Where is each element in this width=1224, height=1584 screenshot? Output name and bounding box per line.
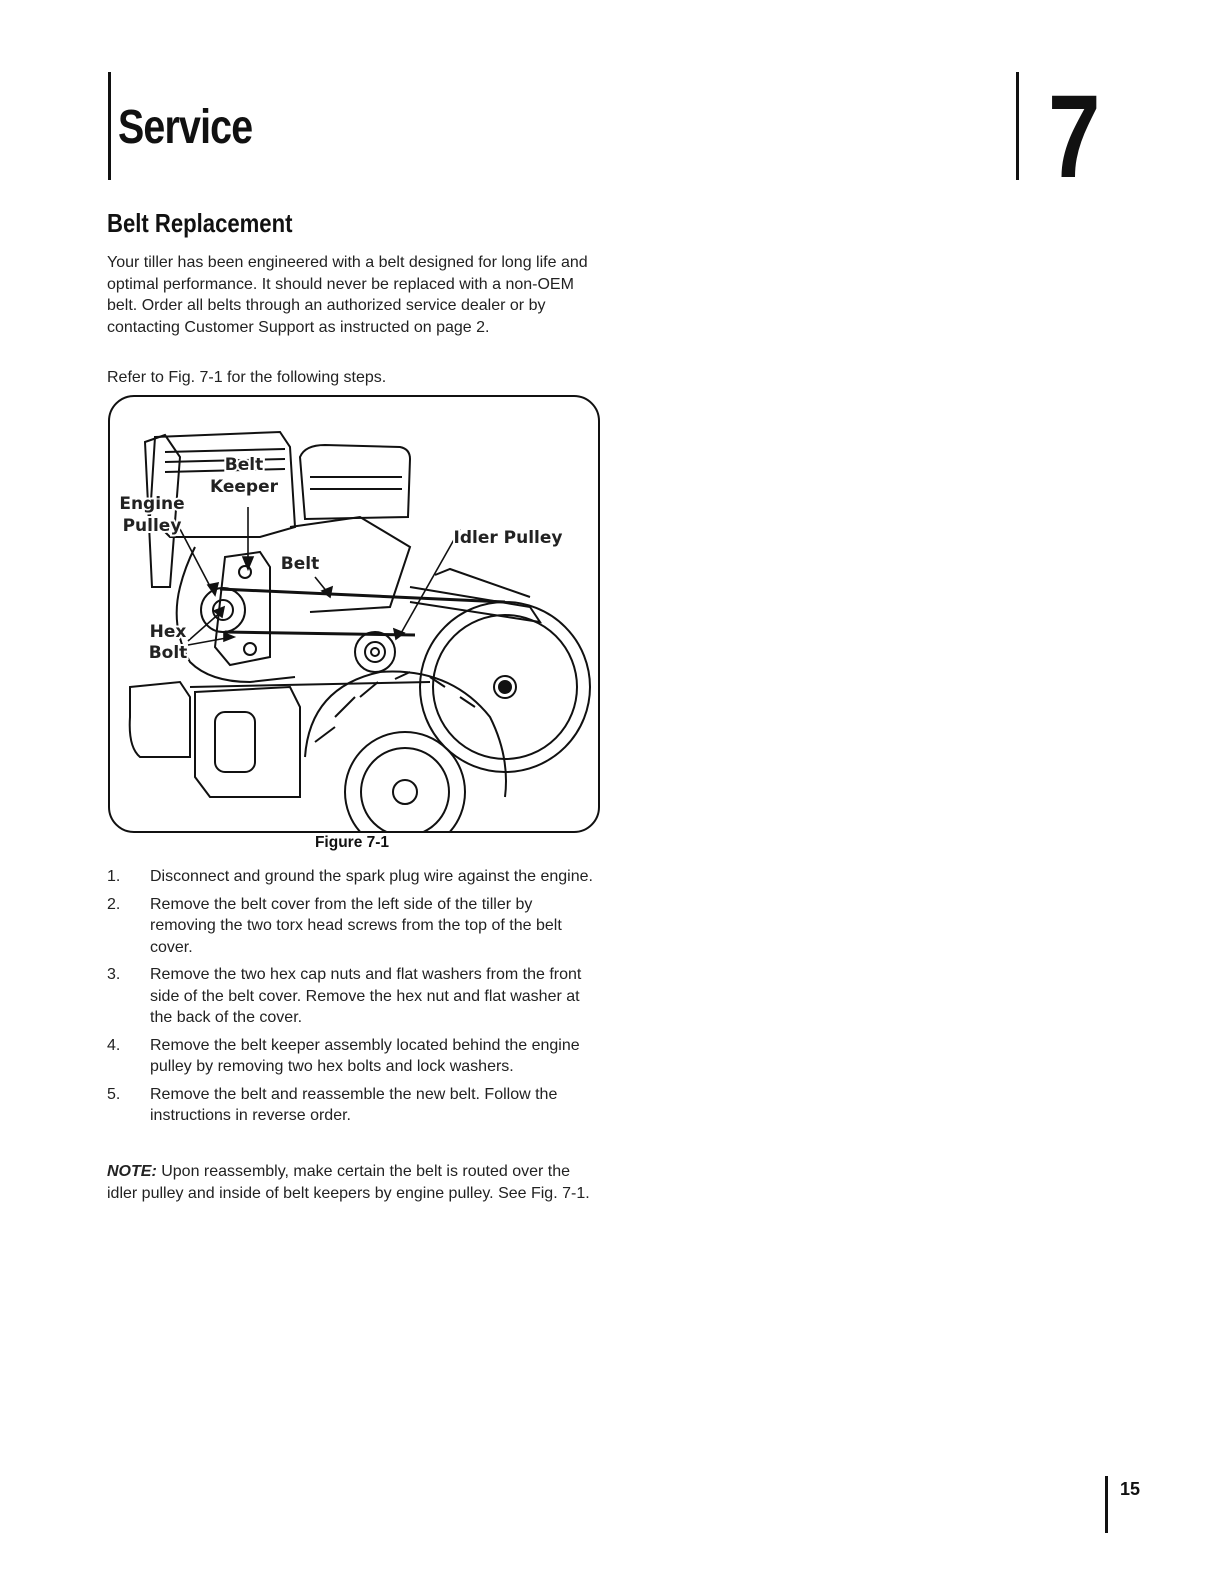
refer-paragraph: Refer to Fig. 7-1 for the following steps.: [107, 369, 387, 386]
tiller-illustration: [110, 397, 598, 831]
step-list: [107, 866, 602, 1133]
list-item: [107, 1084, 602, 1127]
header-right-rule: [1016, 72, 1019, 180]
chapter-title: Service: [118, 101, 253, 154]
step-text: Remove the two hex cap nuts and flat washers from the front side of the belt cover. Remove the hex nut and flat washer at the back of the cover.: [150, 966, 582, 1026]
step-text: Disconnect and ground the spark plug wire against the engine.: [150, 868, 593, 885]
figure-7-1: [108, 395, 600, 833]
header-left-rule: [108, 72, 111, 180]
step-text: Remove the belt cover from the left side of the tiller by removing the two torx head screws from the top of the belt cover.: [150, 895, 562, 956]
label-engine-pulley-1: Engine: [119, 494, 185, 514]
tine-wheel: [305, 672, 506, 797]
fuel-tank: [300, 445, 410, 519]
label-hex-bolt-1: Hex: [149, 622, 187, 642]
footer-rule: [1105, 1476, 1108, 1533]
step-number: 4.: [107, 1036, 121, 1054]
note-text: Upon reassembly, make certain the belt is routed over the idler pulley and inside of belt keepers by engine pulley. See Fig. 7-1.: [107, 1163, 590, 1202]
intro-paragraph: Your tiller has been engineered with a belt designed for long life and optimal performance. It should never be replaced with a non-OEM belt. Order all belts through an authorized service dealer or by contacting Customer Support as instructed on page 2.: [107, 254, 588, 336]
note-label: NOTE:: [107, 1163, 157, 1180]
step-text: Remove the belt and reassemble the new belt. Follow the instructions in reverse order.: [150, 1085, 558, 1124]
step-number: 3.: [107, 966, 121, 983]
step-number: 1.: [107, 868, 121, 885]
page-number: 15: [1120, 1479, 1141, 1499]
label-belt-keeper-2: Keeper: [209, 477, 279, 497]
list-item: [107, 1035, 602, 1078]
list-item: [107, 894, 602, 959]
step-text: Remove the belt keeper assembly located behind the engine pulley by removing two hex bolts and lock washers.: [150, 1036, 580, 1075]
step-number: 2.: [107, 895, 121, 913]
figure-caption: Figure 7-1: [314, 834, 390, 851]
step-number: 5.: [107, 1085, 121, 1103]
chapter-number: 7: [1048, 71, 1101, 203]
note-paragraph: [107, 1161, 597, 1204]
label-belt: Belt: [280, 554, 320, 574]
idler-pulley: [355, 632, 395, 672]
label-idler-pulley: Idler Pulley: [453, 528, 563, 548]
label-belt-keeper-1: Belt: [224, 455, 264, 475]
section-heading: Belt Replacement: [107, 208, 293, 238]
list-item: [107, 866, 602, 888]
label-hex-bolt-2: Bolt: [148, 643, 188, 663]
list-item: [107, 964, 602, 1029]
label-engine-pulley-2: Pulley: [122, 516, 182, 536]
